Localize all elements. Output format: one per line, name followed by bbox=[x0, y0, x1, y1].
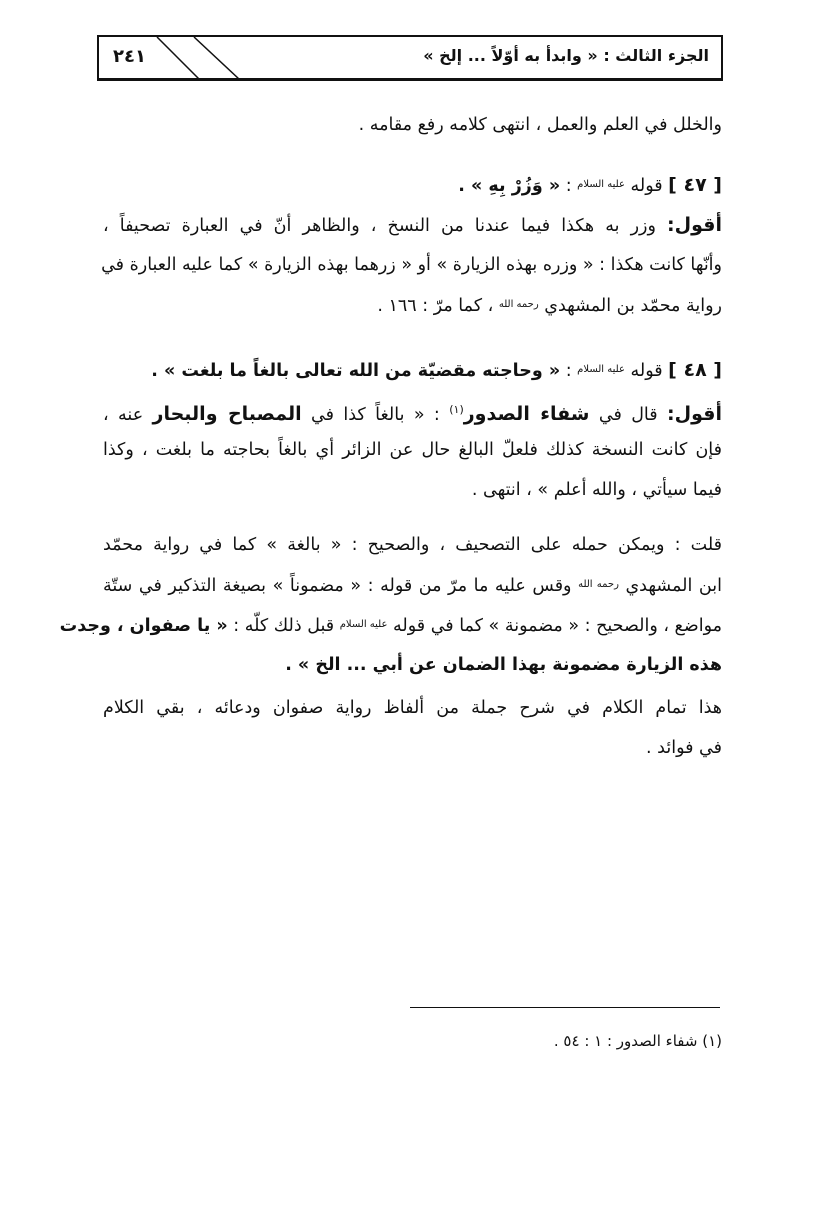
running-header bbox=[97, 35, 723, 81]
text-line bbox=[103, 250, 722, 280]
text-line bbox=[103, 570, 722, 601]
text-segment: [ ٤٧ ] bbox=[668, 174, 722, 196]
text-segment: شفاء الصدور bbox=[463, 402, 590, 425]
footnote-separator bbox=[410, 1007, 720, 1008]
text-segment: قوله bbox=[624, 176, 669, 196]
text-line bbox=[103, 733, 722, 763]
text-segment: [ ٤٨ ] bbox=[668, 359, 722, 381]
text-segment: ، كما مرّ : ١٦٦ . bbox=[377, 296, 499, 316]
text-line bbox=[103, 435, 722, 465]
text-line bbox=[103, 170, 722, 201]
text-segment: والخلل في العلم والعمل ، انتهى كلامه رفع مقامه . bbox=[358, 115, 722, 135]
text-line bbox=[59, 610, 722, 641]
text-segment: وأنّها كانت هكذا : « وزره بهذه الزيارة » أو « زرهما بهذه الزيارة » كما عليه العبارة في bbox=[101, 255, 722, 275]
footnote: (١) شفاء الصدور : ١ : ٥٤ . bbox=[553, 1032, 722, 1050]
page-number: ٢٤١ bbox=[113, 46, 146, 67]
text-segment: قوله bbox=[624, 361, 669, 381]
text-segment: فإن كانت النسخة كذلك فلعلّ البالغ حال عن الزائر أي بالغاً بحاجته ما بلغت ، وكذا bbox=[103, 440, 722, 460]
text-segment: قلت : ويمكن حمله على التصحيف ، والصحيح : « بالغة » كما في رواية محمّد bbox=[103, 535, 722, 555]
text-line bbox=[103, 475, 722, 505]
text-segment: : bbox=[560, 176, 578, 196]
text-segment: هذه الزيارة مضمونة بهذا الضمان عن أبي ... الخ » . bbox=[285, 655, 722, 675]
text-segment: قال في bbox=[589, 404, 668, 425]
text-line bbox=[103, 210, 722, 241]
text-segment: وقس عليه ما مرّ من قوله : « مضموناً » بصيغة التذكير في ستّة bbox=[103, 576, 579, 596]
text-line bbox=[103, 355, 722, 386]
text-segment: « وَزُرْ بِهِ » . bbox=[458, 176, 561, 196]
text-line bbox=[103, 650, 722, 680]
text-segment: في فوائد . bbox=[646, 738, 722, 758]
honorific: رحمه الله bbox=[498, 299, 539, 310]
text-segment: : « بالغاً كذا في bbox=[301, 404, 450, 425]
text-segment: رواية محمّد بن المشهدي bbox=[538, 296, 722, 316]
text-line bbox=[103, 693, 722, 723]
text-segment: هذا تمام الكلام في شرح جملة من ألفاظ رواية صفوان ودعائه ، بقي الكلام bbox=[103, 698, 722, 718]
honorific: رحمه الله bbox=[578, 579, 619, 590]
text-segment: أقول: bbox=[667, 214, 722, 236]
chapter-title: الجزء الثالث : « وابدأ به أوّلاً ... إلخ » bbox=[423, 46, 709, 65]
text-segment: : bbox=[560, 361, 578, 381]
text-line bbox=[103, 290, 722, 321]
text-segment: « يا صفوان ، وجدت bbox=[59, 616, 228, 636]
text-segment: فيما سيأتي ، والله أعلم » ، انتهى . bbox=[471, 480, 722, 500]
text-segment: « وحاجته مقضيّة من الله تعالى بالغاً ما بلغت » . bbox=[151, 361, 561, 381]
text-segment: المصباح والبحار bbox=[152, 402, 302, 425]
text-segment: مواضع ، والصحيح : « مضمونة » كما في قوله bbox=[387, 616, 722, 636]
honorific: عليه السلام bbox=[339, 619, 388, 630]
text-segment: قبل ذلك كلّه : bbox=[227, 616, 340, 636]
honorific: عليه السلام bbox=[577, 179, 625, 190]
text-line bbox=[103, 530, 722, 560]
text-segment: عنه ، bbox=[103, 404, 153, 425]
footnote-ref: (١) bbox=[449, 403, 464, 416]
honorific: عليه السلام bbox=[577, 364, 625, 375]
text-segment: وزر به هكذا فيما عندنا من النسخ ، والظاهر أنّ في العبارة تصحيفاً ، bbox=[103, 216, 668, 236]
text-line bbox=[103, 395, 722, 430]
text-segment: أقول: bbox=[667, 402, 722, 425]
text-segment: ابن المشهدي bbox=[618, 576, 722, 596]
text-line bbox=[103, 110, 722, 140]
